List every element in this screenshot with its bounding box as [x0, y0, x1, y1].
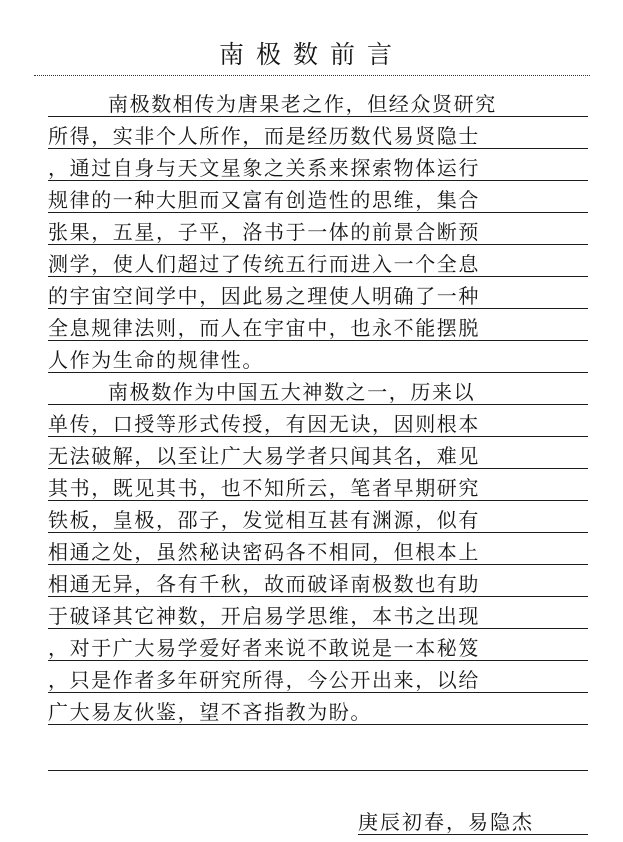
text-line: 全息规律法则，而人在宇宙中，也永不能摆脱: [48, 316, 588, 341]
text-line: 相通之处，虽然秘诀密码各不相同，但根本上: [48, 540, 588, 565]
text-line: 人作为生命的规律性。: [48, 348, 588, 373]
text-line: 张果，五星，子平，洛书于一体的前景合断预: [48, 220, 588, 245]
text-line: 铁板，皇极，邵子，发觉相互甚有渊源，似有: [48, 508, 588, 533]
blank-ruled-line: [48, 770, 588, 771]
text-line: 广大易友伙鉴，望不吝指教为盼。: [48, 700, 588, 725]
text-line: ，通过自身与天文星象之关系来探索物体运行: [48, 156, 588, 181]
author-signature: 庚辰初春，易隐杰: [358, 810, 588, 835]
page-title: 南极数前言: [218, 40, 404, 69]
text-line: 规律的一种大胆而又富有创造性的思维，集合: [48, 188, 588, 213]
text-line: 测学，使人们超过了传统五行而进入一个全息: [48, 252, 588, 277]
text-line: 单传，口授等形式传授，有因无诀，因则根本: [48, 412, 588, 437]
text-line: ，对于广大易学爱好者来说不敢说是一本秘笈: [48, 636, 588, 661]
text-line: 相通无异，各有千秋，故而破译南极数也有助: [48, 572, 588, 597]
text-line: 无法破解，以至让广大易学者只闻其名，难见: [48, 444, 588, 469]
text-line: 南极数相传为唐果老之作，但经众贤研究: [48, 92, 588, 117]
text-line: 南极数作为中国五大神数之一，历来以: [48, 380, 588, 405]
text-line: 于破译其它神数，开启易学思维，本书之出现: [48, 604, 588, 629]
text-line: 的宇宙空间学中，因此易之理使人明确了一种: [48, 284, 588, 309]
text-line: 其书，既见其书，也不知所云，笔者早期研究: [48, 476, 588, 501]
text-line: 所得，实非个人所作，而是经历数代易贤隐士: [48, 124, 588, 149]
text-line: ，只是作者多年研究所得，今公开出来，以给: [48, 668, 588, 693]
